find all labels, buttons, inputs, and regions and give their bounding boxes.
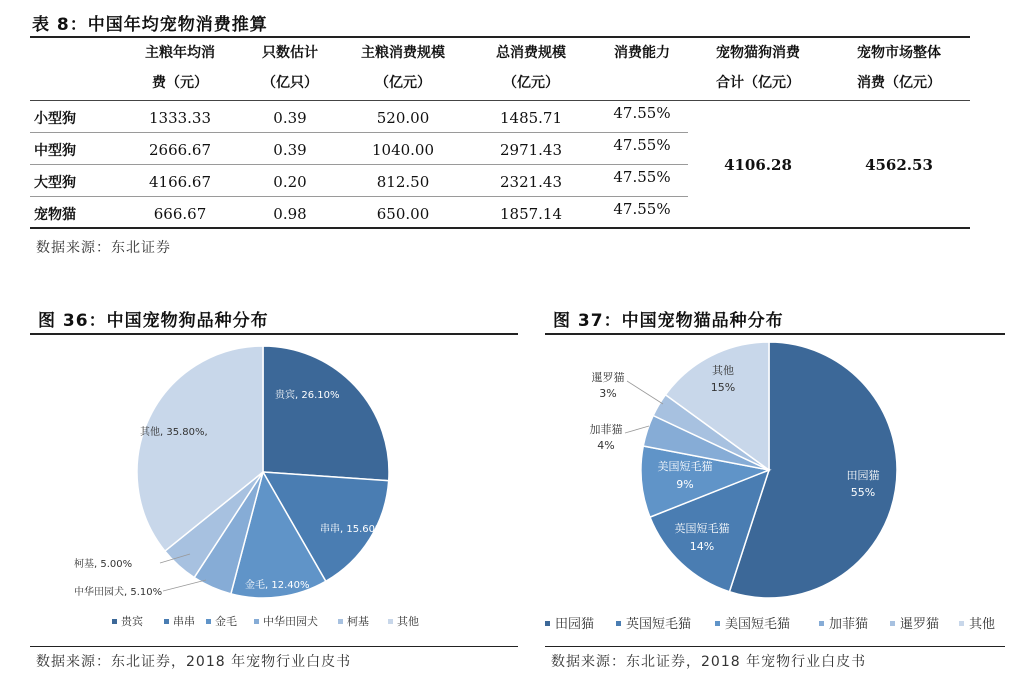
- legend-swatch: [819, 621, 824, 626]
- legend-swatch: [959, 621, 964, 626]
- fig36-top-rule: [30, 333, 518, 335]
- legend-swatch: [545, 621, 550, 626]
- legend-swatch: [715, 621, 720, 626]
- row-divider: [30, 132, 688, 133]
- pie-label: 3%: [599, 387, 617, 400]
- legend-label: 柯基: [347, 615, 369, 628]
- table-cell: 812.50: [376, 173, 430, 191]
- table-cell: 0.98: [273, 205, 307, 223]
- row-label: 中型狗: [34, 143, 76, 159]
- pie-label: 英国短毛猫: [674, 522, 730, 535]
- legend-swatch: [254, 619, 259, 624]
- pie-label: 加菲猫: [589, 423, 623, 436]
- table-title: 表 8：中国年均宠物消费推算: [32, 15, 268, 35]
- legend-swatch: [338, 619, 343, 624]
- legend-swatch: [616, 621, 621, 626]
- fig36-pie-chart: [30, 336, 518, 644]
- header-cell: 主粮消费规模 （亿元）: [361, 45, 445, 91]
- legend-label: 加菲猫: [829, 617, 869, 632]
- legend-label: 暹罗猫: [900, 617, 940, 632]
- fig37-pie-chart: [545, 336, 1005, 644]
- pie-label: 其他, 35.80%,: [140, 427, 208, 438]
- legend-swatch: [388, 619, 393, 624]
- pie-label: 4%: [597, 439, 615, 452]
- fig37-source: 数据来源：东北证券，2018 年宠物行业白皮书: [551, 654, 867, 670]
- table-cell: 520.00: [376, 109, 430, 127]
- table-cell: 2321.43: [499, 173, 563, 191]
- pie-label: 9%: [676, 478, 694, 491]
- table-cell: 0.20: [273, 173, 307, 191]
- row-label: 宠物猫: [34, 207, 76, 223]
- legend-label: 美国短毛猫: [725, 617, 791, 632]
- pie-label: 柯基, 5.00%: [74, 559, 133, 570]
- leader-line: [627, 381, 663, 404]
- leader-line: [163, 580, 206, 591]
- table-cell: 1333.33: [148, 109, 212, 127]
- pie-label: 美国短毛猫: [657, 460, 713, 473]
- legend-label: 其他: [397, 615, 419, 628]
- fig36-source: 数据来源：东北证券，2018 年宠物行业白皮书: [36, 654, 352, 670]
- row-divider: [30, 164, 688, 165]
- pie-label: 中华田园犬, 5.10%: [74, 587, 163, 598]
- table-cell: 47.55%: [613, 104, 671, 122]
- legend-swatch: [112, 619, 117, 624]
- header-cell: 总消费规模 （亿元）: [496, 45, 566, 91]
- legend-swatch: [206, 619, 211, 624]
- legend-label: 串串: [173, 615, 195, 628]
- table-cell: 2971.43: [499, 141, 563, 159]
- legend-label: 田园猫: [555, 617, 595, 632]
- table-cell: 0.39: [273, 141, 307, 159]
- row-divider: [30, 196, 688, 197]
- table-cell: 1857.14: [499, 205, 563, 223]
- fig37-top-rule: [545, 333, 1005, 335]
- leader-line: [625, 426, 649, 433]
- pie-label: 55%: [850, 486, 876, 499]
- table-cell: 666.67: [153, 205, 207, 223]
- fig36-legend: [112, 614, 419, 628]
- merged-total-market: 4562.53: [865, 156, 933, 174]
- table-cell: 1485.71: [499, 109, 563, 127]
- pie-label: 金毛, 12.40%: [245, 580, 310, 591]
- table-cell: 4166.67: [148, 173, 212, 191]
- table-source: 数据来源：东北证券: [36, 240, 171, 256]
- fig36-title: 图 36：中国宠物狗品种分布: [38, 311, 269, 331]
- pie-label: 其他: [712, 364, 734, 377]
- header-cell: 消费能力: [614, 45, 670, 61]
- pie-label: 串串, 15.60%: [320, 524, 385, 535]
- fig37-title: 图 37：中国宠物猫品种分布: [553, 311, 784, 331]
- pie-label: 14%: [689, 540, 715, 553]
- fig36-bottom-rule: [30, 646, 518, 647]
- pie-slice-0: [263, 346, 389, 481]
- legend-label: 其他: [969, 617, 996, 632]
- legend-label: 英国短毛猫: [626, 617, 692, 632]
- header-cell: 主粮年均消 费（元）: [145, 45, 215, 91]
- legend-swatch: [164, 619, 169, 624]
- table-cell: 47.55%: [613, 136, 671, 154]
- fig37-bottom-rule: [545, 646, 1005, 647]
- table-cell: 0.39: [273, 109, 307, 127]
- fig37-legend: [545, 616, 995, 632]
- legend-label: 贵宾: [121, 615, 143, 628]
- table-cell: 47.55%: [613, 168, 671, 186]
- legend-swatch: [890, 621, 895, 626]
- row-label: 大型狗: [34, 175, 76, 191]
- pie-label: 田园猫: [846, 469, 880, 482]
- header-cell: 宠物猫狗消费 合计（亿元）: [716, 45, 800, 91]
- row-label: 小型狗: [34, 111, 76, 127]
- table-cell: 2666.67: [148, 141, 212, 159]
- table-cell: 650.00: [376, 205, 430, 223]
- merged-total-catdog: 4106.28: [724, 156, 792, 174]
- table-cell: 47.55%: [613, 200, 671, 218]
- table-bottom-rule: [30, 227, 970, 229]
- table-header-rule: [30, 100, 970, 101]
- header-cell: 宠物市场整体 消费（亿元）: [857, 45, 941, 91]
- pie-label: 15%: [710, 381, 736, 394]
- legend-label: 中华田园犬: [263, 615, 318, 628]
- pie-label: 暹罗猫: [591, 371, 625, 384]
- header-cell: 只数估计 （亿只）: [262, 45, 318, 91]
- table-cell: 1040.00: [371, 141, 435, 159]
- pie-label: 贵宾, 26.10%: [275, 390, 340, 401]
- legend-label: 金毛: [215, 615, 237, 628]
